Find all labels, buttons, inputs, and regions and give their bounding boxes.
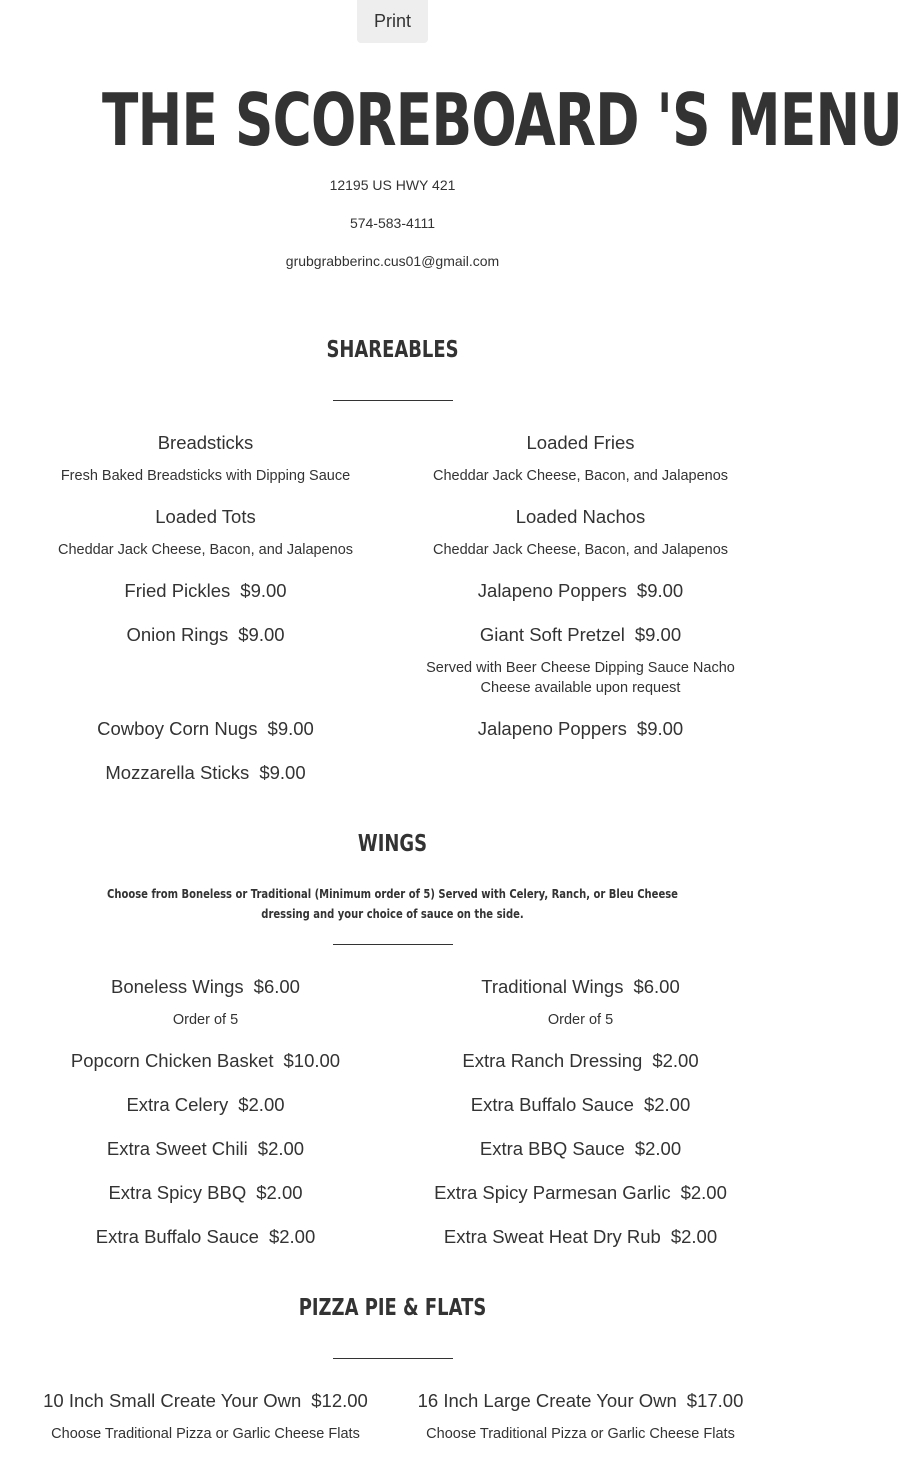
item-description: Cheddar Jack Cheese, Bacon, and Jalapenos — [57, 542, 354, 558]
menu-item — [393, 975, 768, 999]
menu-item — [393, 1137, 768, 1161]
menu-item — [18, 1093, 393, 1117]
item-name: Extra Sweet Chili — [106, 1138, 248, 1159]
item-price: $2.00 — [680, 1182, 727, 1203]
item-price: $2.00 — [256, 1182, 303, 1203]
item-price: $2.00 — [238, 1094, 285, 1115]
item-price: $9.00 — [240, 580, 287, 601]
item-name: Extra Sweat Heat Dry Rub — [443, 1226, 661, 1247]
item-description: Cheddar Jack Cheese, Bacon, and Jalapenos — [432, 542, 729, 558]
menu-item — [18, 505, 393, 529]
item-name: Extra Buffalo Sauce — [95, 1226, 259, 1247]
item-name: Fried Pickles — [124, 580, 231, 601]
item-name: Popcorn Chicken Basket — [70, 1050, 274, 1071]
item-price: $10.00 — [283, 1050, 341, 1071]
item-name: Breadsticks — [157, 432, 254, 453]
item-price: $9.00 — [259, 762, 306, 783]
menu-item — [393, 505, 768, 529]
menu-item — [393, 1049, 768, 1073]
menu-item — [18, 717, 393, 741]
item-price: $9.00 — [636, 718, 684, 739]
item-name: Giant Soft Pretzel — [479, 624, 625, 645]
item-name: Extra Celery — [126, 1094, 229, 1115]
menu-item — [18, 1225, 393, 1249]
item-description: Cheddar Jack Cheese, Bacon, and Jalapenos — [432, 468, 729, 484]
menu-item — [393, 431, 768, 455]
menu-item — [393, 623, 768, 647]
item-price: $9.00 — [267, 718, 314, 739]
item-price: $9.00 — [238, 624, 285, 645]
item-name: Traditional Wings — [481, 976, 624, 997]
item-name: Loaded Fries — [526, 432, 635, 453]
section-note-text: Choose from Boneless or Traditional (Minimum order of 5) Served with Celery, Ranch, or Bleu Cheese dressing and your choice of sauce on the side. — [107, 886, 678, 921]
item-price: $12.00 — [311, 1390, 368, 1411]
section-title-wings: WINGS — [357, 831, 428, 857]
item-name: Extra Ranch Dressing — [462, 1050, 643, 1071]
item-description: Choose Traditional Pizza or Garlic Cheese Flats — [51, 1426, 360, 1442]
menu-item — [393, 1181, 768, 1205]
menu-item — [18, 431, 393, 455]
menu-item — [18, 623, 393, 647]
item-price: $6.00 — [633, 976, 680, 997]
item-description: Order of 5 — [172, 1012, 239, 1028]
menu-item — [393, 1093, 768, 1117]
item-price: $2.00 — [643, 1094, 691, 1115]
item-price: $17.00 — [686, 1390, 744, 1411]
section-divider — [333, 1358, 453, 1359]
item-price: $2.00 — [257, 1138, 305, 1159]
print-button[interactable]: Print — [357, 0, 428, 43]
menu-item — [18, 761, 393, 785]
section-title-pizza: PIZZA PIE & FLATS — [298, 1295, 487, 1321]
item-name: Loaded Tots — [155, 506, 256, 527]
item-name: Extra BBQ Sauce — [479, 1138, 625, 1159]
item-name: Extra Spicy Parmesan Garlic — [434, 1182, 671, 1203]
item-name: Jalapeno Poppers — [477, 718, 627, 739]
item-description: Choose Traditional Pizza or Garlic Cheese Flats — [426, 1426, 735, 1442]
phone: 574-583-4111 — [349, 215, 436, 231]
email: grubgrabberinc.cus01@gmail.com — [285, 253, 500, 269]
menu-item — [18, 975, 393, 999]
page-title: THE SCOREBOARD 'S MENU — [102, 78, 902, 162]
item-name: Loaded Nachos — [515, 506, 646, 527]
menu-item — [18, 1049, 393, 1073]
item-description: Served with Beer Cheese Dipping Sauce Nacho Cheese available upon request — [426, 660, 735, 696]
address: 12195 US HWY 421 — [329, 177, 456, 193]
item-name: Onion Rings — [126, 624, 229, 645]
menu-item — [18, 1389, 393, 1413]
item-name: 16 Inch Large Create Your Own — [417, 1390, 677, 1411]
menu-item — [393, 717, 768, 741]
item-price: $2.00 — [670, 1226, 718, 1247]
menu-item — [393, 579, 768, 603]
menu-item — [18, 1137, 393, 1161]
item-name: Boneless Wings — [111, 976, 244, 997]
item-name: Mozzarella Sticks — [105, 762, 250, 783]
section-title-shareables: SHAREABLES — [326, 337, 459, 363]
section-note — [30, 884, 755, 924]
item-name: Extra Buffalo Sauce — [470, 1094, 634, 1115]
menu-item — [18, 1181, 393, 1205]
menu-item — [18, 579, 393, 603]
item-description: Order of 5 — [547, 1012, 614, 1028]
item-description: Fresh Baked Breadsticks with Dipping Sauce — [60, 468, 351, 484]
item-name: Cowboy Corn Nugs — [97, 718, 258, 739]
menu-item — [393, 1389, 768, 1413]
item-price: $9.00 — [634, 624, 682, 645]
item-name: Jalapeno Poppers — [477, 580, 627, 601]
item-name: 10 Inch Small Create Your Own — [43, 1390, 302, 1411]
item-price: $9.00 — [636, 580, 684, 601]
section-divider — [333, 400, 453, 401]
item-price: $2.00 — [652, 1050, 699, 1071]
item-name: Extra Spicy BBQ — [108, 1182, 247, 1203]
item-price: $2.00 — [268, 1226, 316, 1247]
section-divider — [333, 944, 453, 945]
menu-item — [393, 1225, 768, 1249]
item-price: $6.00 — [253, 976, 300, 997]
item-price: $2.00 — [634, 1138, 682, 1159]
